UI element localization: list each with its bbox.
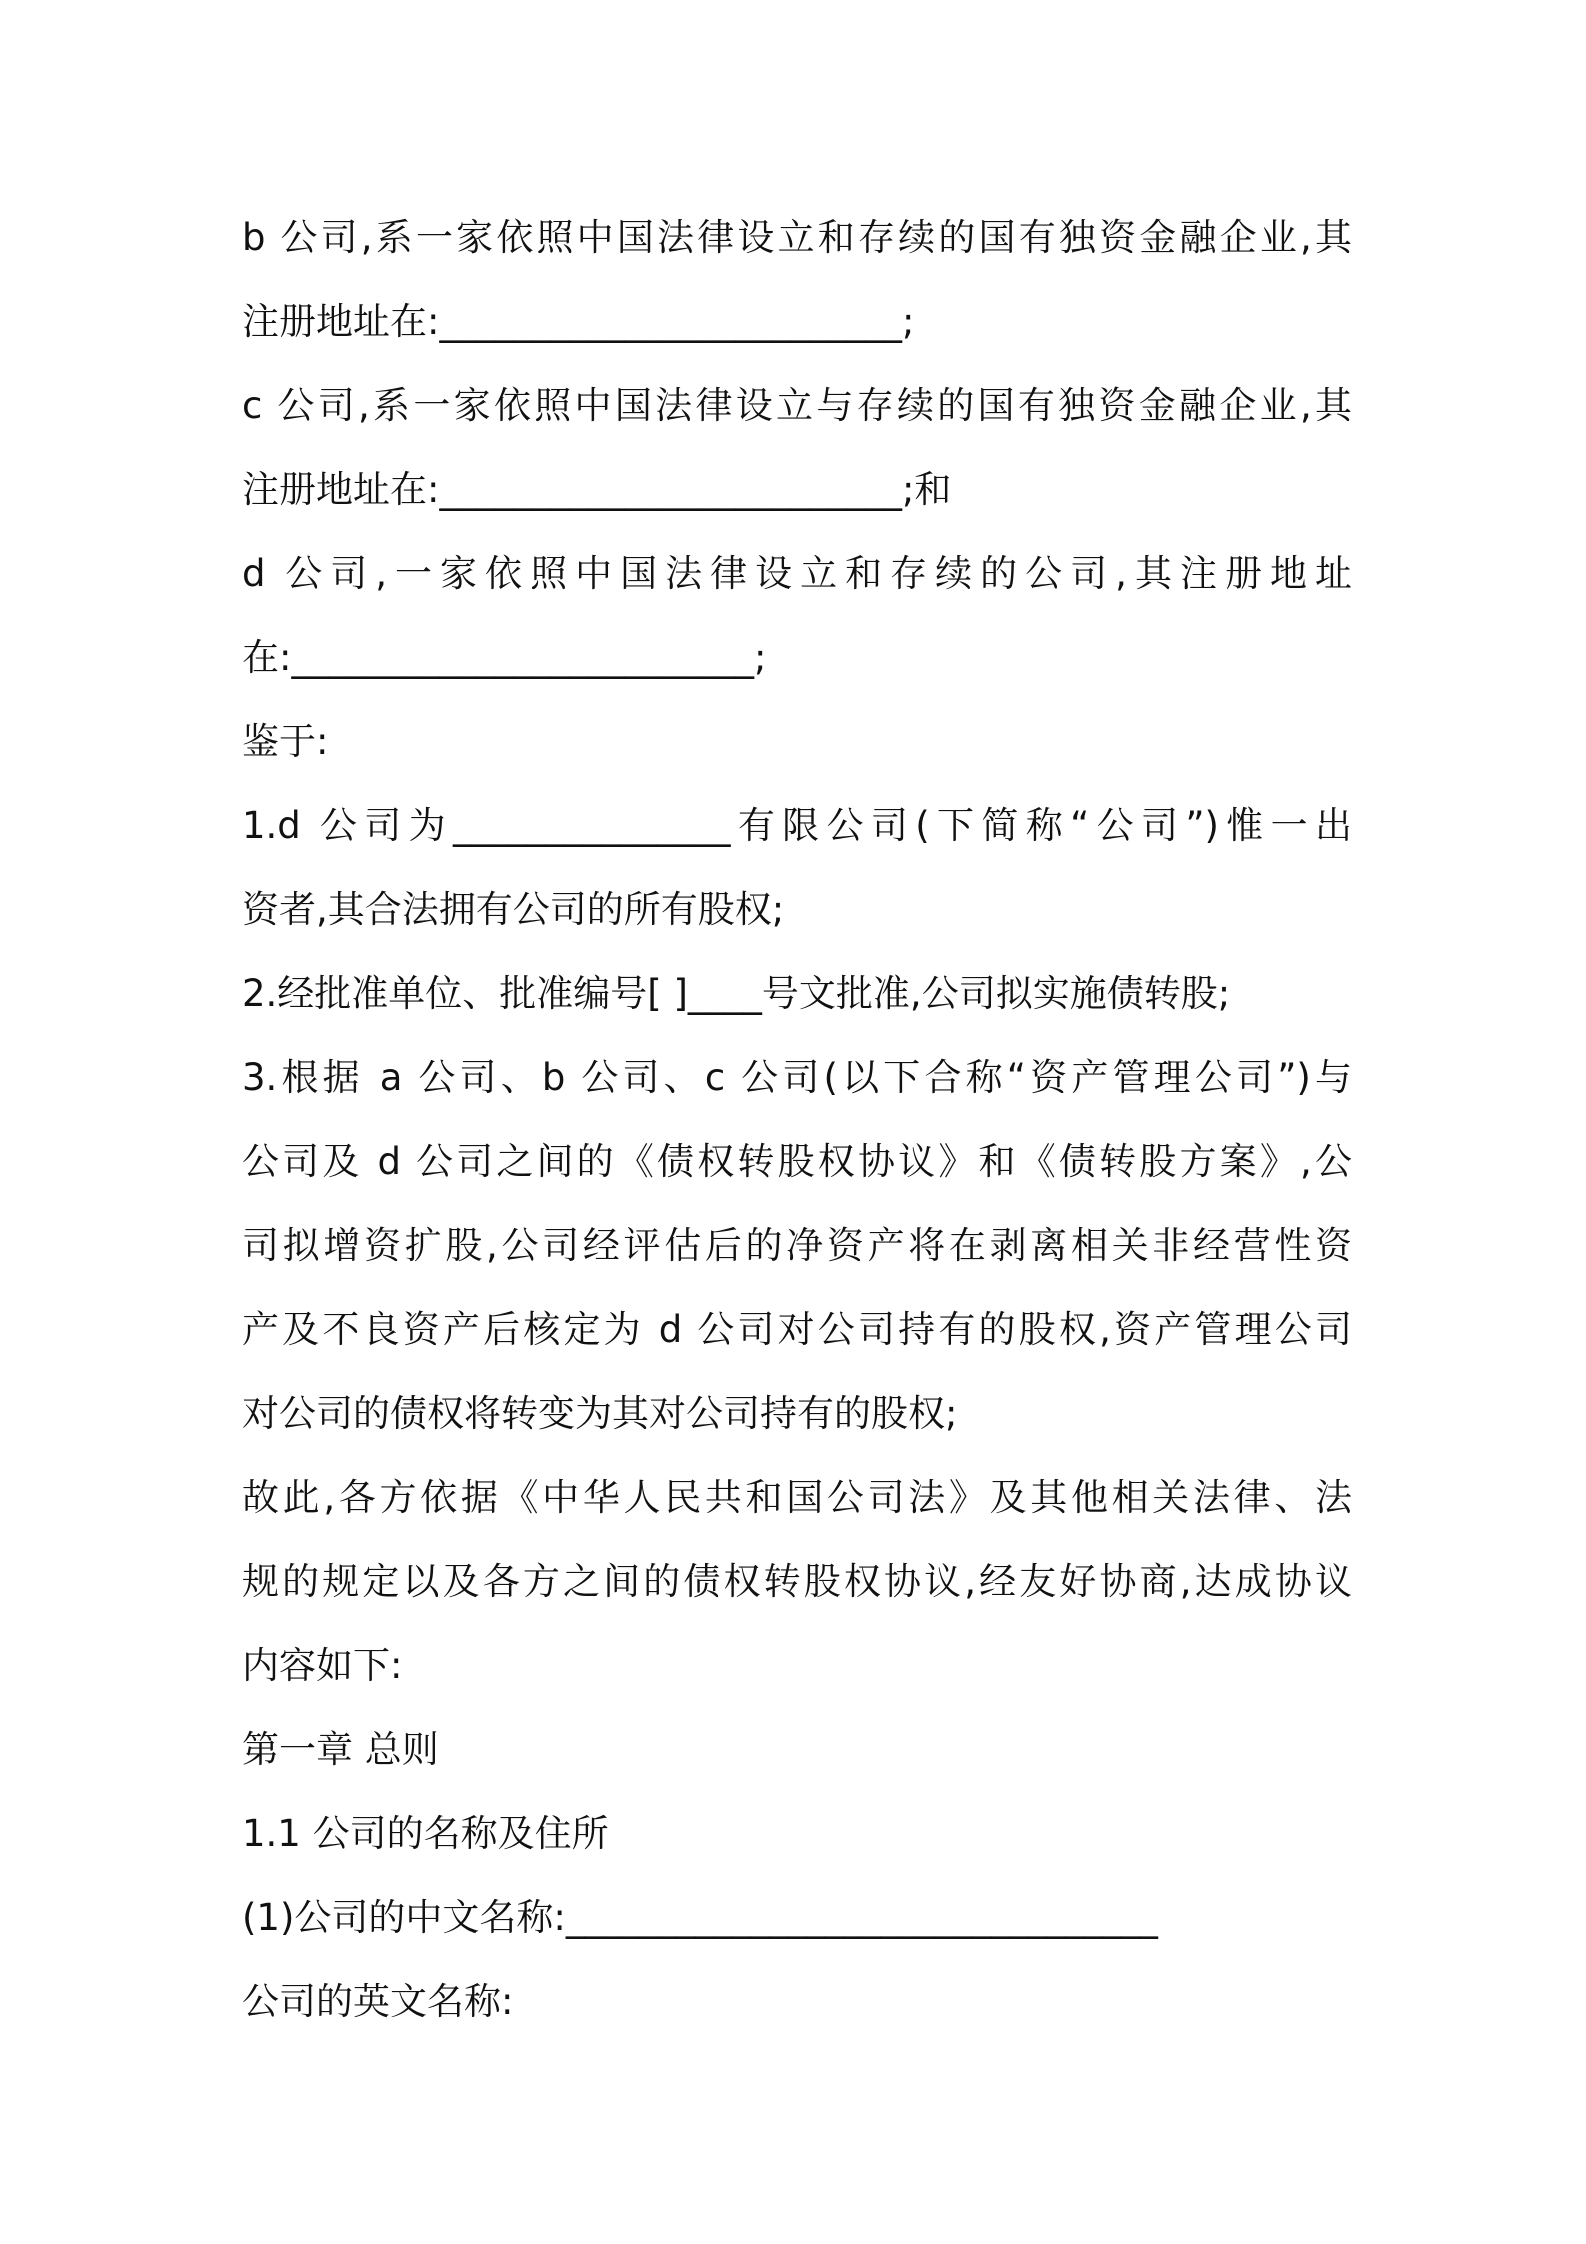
recital-3-line-5: 对公司的债权将转变为其对公司持有的股权; (242, 1392, 958, 1435)
document-body (242, 196, 1352, 2044)
agreement-intro-line-3: 内容如下: (242, 1644, 403, 1687)
party-b-line-1: b 公司,系一家依照中国法律设立和存续的国有独资金融企业,其 (242, 216, 1352, 259)
party-c-line-1: c 公司,系一家依照中国法律设立与存续的国有独资金融企业,其 (242, 384, 1352, 427)
recital-1-line-2: 资者,其合法拥有公司的所有股权; (242, 888, 785, 931)
recital-2: 2.经批准单位、批准编号[ ]____号文批准,公司拟实施债转股; (242, 972, 1231, 1015)
chapter-1-heading: 第一章 总则 (242, 1728, 439, 1771)
party-c-line-2: 注册地址在:_________________________;和 (242, 468, 952, 511)
party-b-line-2: 注册地址在:_________________________; (242, 300, 915, 343)
agreement-intro-line-2: 规的规定以及各方之间的债权转股权协议,经友好协商,达成协议 (242, 1560, 1352, 1603)
recital-3-line-1: 3.根据 a 公司、b 公司、c 公司(以下合称“资产管理公司”)与 (242, 1056, 1352, 1099)
party-d-line-2: 在:_________________________; (242, 636, 767, 679)
recital-1-line-1: 1.d 公司为_______________有限公司(下简称“公司”)惟一出 (242, 804, 1352, 847)
recital-3-line-2: 公司及 d 公司之间的《债权转股权协议》和《债转股方案》,公 (242, 1140, 1352, 1183)
party-d-line-1: d 公司,一家依照中国法律设立和存续的公司,其注册地址 (242, 552, 1352, 595)
whereas-heading: 鉴于: (242, 720, 329, 763)
section-1-1-heading: 1.1 公司的名称及住所 (242, 1812, 609, 1855)
english-name-field: 公司的英文名称: (242, 1980, 514, 2023)
chinese-name-field: (1)公司的中文名称:________________________________ (242, 1896, 1158, 1939)
recital-3-line-3: 司拟增资扩股,公司经评估后的净资产将在剥离相关非经营性资 (242, 1224, 1352, 1267)
agreement-intro-line-1: 故此,各方依据《中华人民共和国公司法》及其他相关法律、法 (242, 1476, 1352, 1519)
recital-3-line-4: 产及不良资产后核定为 d 公司对公司持有的股权,资产管理公司 (242, 1308, 1352, 1351)
